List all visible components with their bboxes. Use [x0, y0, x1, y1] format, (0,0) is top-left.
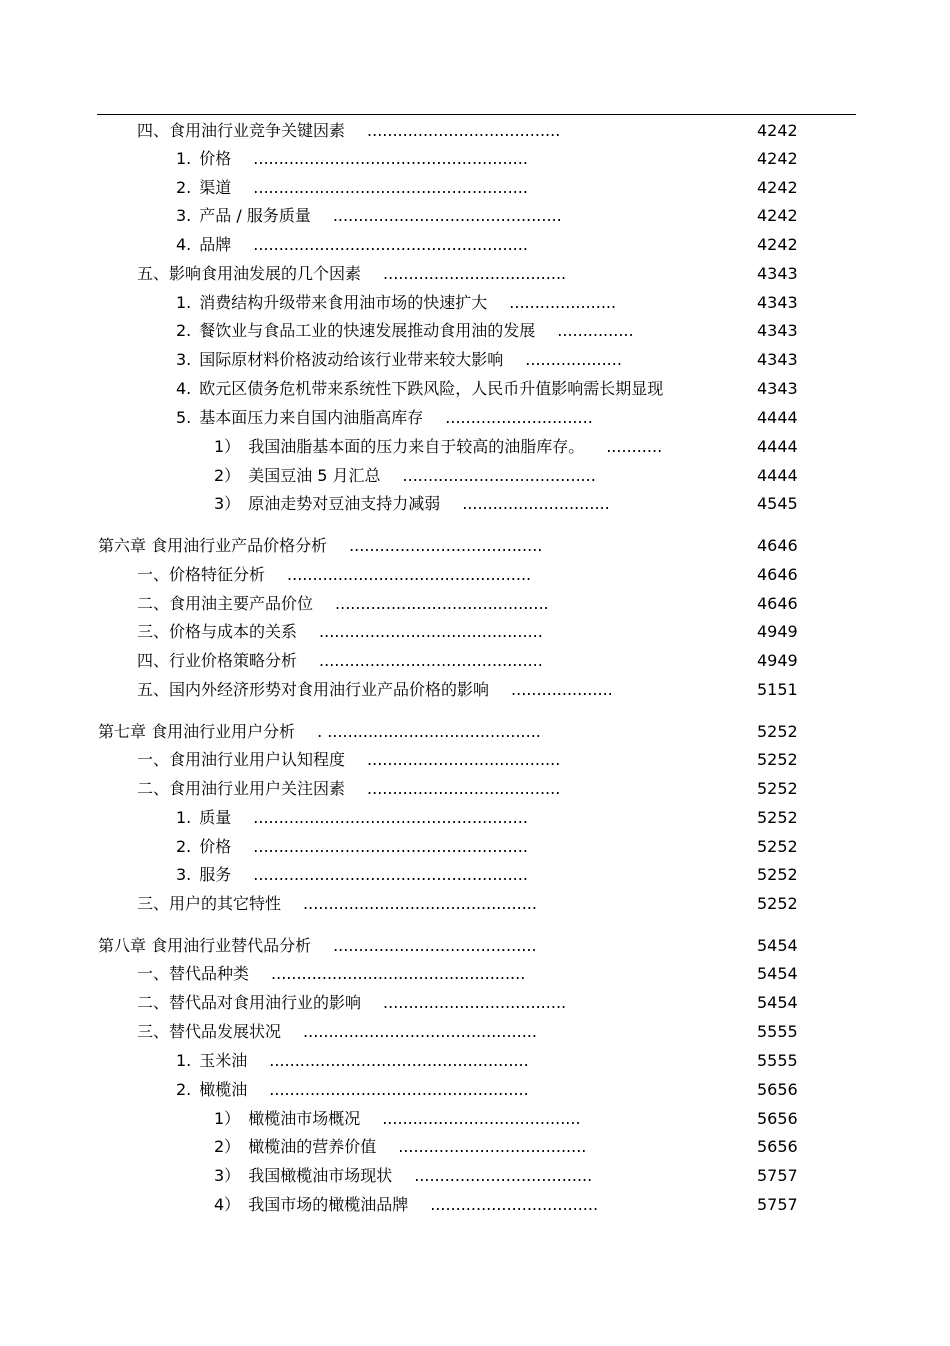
toc-entry-title: 五、影响食用油发展的几个因素: [137, 264, 362, 283]
toc-dot-leader: .....................: [509, 293, 617, 312]
toc-entry: [137, 963, 525, 985]
toc-dot-leader: ......................................................: [253, 178, 528, 197]
toc-entry: [137, 992, 566, 1014]
toc-dot-leader: ............................................: [319, 622, 543, 641]
toc-entry-title: 三、用户的其它特性: [137, 894, 282, 913]
toc-entry-title: 三、价格与成本的关系: [137, 622, 298, 641]
toc-entry-title: 第八章 食用油行业替代品分析: [98, 936, 312, 955]
toc-entry-number: 1.: [176, 149, 192, 168]
toc-page-number: 5252: [757, 722, 798, 741]
toc-entry: [137, 1021, 537, 1043]
toc-page-number: 4343: [757, 350, 798, 369]
toc-page-number: 5656: [757, 1137, 798, 1156]
toc-page-number: 5454: [757, 936, 798, 955]
toc-entry-title: 一、价格特征分析: [137, 565, 266, 584]
toc-page-number: 4242: [757, 121, 798, 140]
toc-entry: [214, 465, 596, 487]
toc-page-number: 5656: [757, 1080, 798, 1099]
toc-entry: [176, 378, 663, 400]
toc-dot-leader: ......................................: [402, 466, 596, 485]
toc-entry: [98, 935, 537, 957]
toc-entry-title: 一、食用油行业用户认知程度: [137, 750, 346, 769]
toc-entry: [137, 893, 537, 915]
toc-dot-leader: ............................................: [319, 651, 543, 670]
toc-entry-title: 我国油脂基本面的压力来自于较高的油脂库存。: [248, 437, 585, 456]
toc-entry-number: 3.: [176, 865, 192, 884]
toc-page-number: 4343: [757, 293, 798, 312]
toc-entry-number: 3）: [214, 494, 241, 513]
toc-page-number: 4242: [757, 149, 798, 168]
toc-entry-number: 2）: [214, 466, 241, 485]
toc-entry-number: 1.: [176, 293, 192, 312]
toc-page-number: 4444: [757, 437, 798, 456]
toc-entry-title: 服务: [199, 865, 232, 884]
toc-page-number: 5252: [757, 779, 798, 798]
toc-entry-title: 二、食用油主要产品价位: [137, 594, 314, 613]
toc-entry-number: 1.: [176, 1051, 192, 1070]
toc-entry: [98, 721, 541, 743]
toc-entry-title: 二、食用油行业用户关注因素: [137, 779, 346, 798]
toc-page-number: 4646: [757, 536, 798, 555]
toc-page-number: 4646: [757, 594, 798, 613]
toc-entry-title: 餐饮业与食品工业的快速发展推动食用油的发展: [199, 321, 536, 340]
toc-entry: [214, 1136, 586, 1158]
toc-dot-leader: ...................................................: [269, 1051, 529, 1070]
toc-entry-title: 五、国内外经济形势对食用油行业产品价格的影响: [137, 680, 490, 699]
toc-entry: [137, 650, 543, 672]
toc-entry-title: 玉米油: [199, 1051, 248, 1070]
header-rule: [97, 114, 856, 115]
toc-entry: [137, 679, 613, 701]
toc-dot-leader: ..........................................: [335, 594, 549, 613]
toc-page-number: 4242: [757, 178, 798, 197]
toc-entry-title: 四、食用油行业竞争关键因素: [137, 121, 346, 140]
toc-entry-title: 品牌: [199, 235, 232, 254]
toc-entry: [176, 177, 528, 199]
toc-page-number: 5555: [757, 1051, 798, 1070]
toc-page-number: 4949: [757, 622, 798, 641]
toc-entry-title: 基本面压力来自国内油脂高库存: [199, 408, 424, 427]
toc-entry-number: 5.: [176, 408, 192, 427]
toc-page-number: 4343: [757, 321, 798, 340]
toc-entry-number: 3.: [176, 206, 192, 225]
toc-page-number: 4444: [757, 466, 798, 485]
toc-page-number: 4545: [757, 494, 798, 513]
toc-page-number: 5555: [757, 1022, 798, 1041]
toc-entry: [137, 564, 531, 586]
toc-entry-title: 三、替代品发展状况: [137, 1022, 282, 1041]
toc-entry-number: 1）: [214, 1109, 241, 1128]
toc-entry-number: 3.: [176, 350, 192, 369]
toc-entry: [214, 1165, 592, 1187]
toc-entry-title: 渠道: [199, 178, 232, 197]
toc-page-number: 5454: [757, 993, 798, 1012]
toc-dot-leader: ..................................................: [271, 964, 526, 983]
toc-page-number: 5151: [757, 680, 798, 699]
toc-entry: [214, 436, 662, 458]
toc-entry-title: 橄榄油: [199, 1080, 248, 1099]
toc-page-number: 5252: [757, 808, 798, 827]
toc-entry: [176, 292, 616, 314]
toc-entry: [176, 1050, 529, 1072]
toc-dot-leader: ...........: [606, 437, 663, 456]
toc-entry: [176, 148, 528, 170]
toc-page-number: 5252: [757, 750, 798, 769]
toc-entry-title: 美国豆油 5 月汇总: [248, 466, 381, 485]
toc-dot-leader: .....................................: [398, 1137, 587, 1156]
toc-entry-title: 消费结构升级带来食用油市场的快速扩大: [199, 293, 488, 312]
toc-dot-leader: ..............................................: [303, 894, 537, 913]
toc-page-number: 5757: [757, 1195, 798, 1214]
toc-dot-leader: ......................................................: [253, 235, 528, 254]
toc-entry-number: 3）: [214, 1166, 241, 1185]
toc-entry-number: 2.: [176, 1080, 192, 1099]
toc-entry: [176, 407, 593, 429]
toc-entry-title: 原油走势对豆油支持力减弱: [248, 494, 441, 513]
toc-dot-leader: ........................................: [333, 936, 537, 955]
toc-dot-leader: ......................................: [349, 536, 543, 555]
toc-dot-leader: ....................................: [383, 993, 567, 1012]
toc-entry: [176, 1079, 529, 1101]
toc-entry-number: 4.: [176, 235, 192, 254]
toc-page-number: 4646: [757, 565, 798, 584]
toc-entry: [176, 807, 528, 829]
toc-dot-leader: ..............................................: [303, 1022, 537, 1041]
toc-entry-number: 2）: [214, 1137, 241, 1156]
toc-dot-leader: ......................................................: [253, 808, 528, 827]
toc-entry: [137, 749, 560, 771]
toc-page-number: 5454: [757, 964, 798, 983]
toc-dot-leader: ................................................: [287, 565, 532, 584]
toc-entry: [137, 593, 549, 615]
toc-entry: [137, 263, 566, 285]
toc-dot-leader: ...................................: [414, 1166, 593, 1185]
toc-entry: [176, 234, 528, 256]
toc-dot-leader: ....................: [511, 680, 613, 699]
toc-page-number: 4242: [757, 235, 798, 254]
toc-entry: [176, 349, 622, 371]
toc-dot-leader: ......................................: [367, 750, 561, 769]
toc-entry-title: 质量: [199, 808, 232, 827]
toc-entry: [214, 1194, 598, 1216]
toc-entry: [137, 621, 543, 643]
toc-entry: [176, 836, 528, 858]
toc-entry-title: 橄榄油市场概况: [248, 1109, 361, 1128]
toc-entry-number: 1.: [176, 808, 192, 827]
toc-page-number: 4343: [757, 264, 798, 283]
toc-page-number: 5252: [757, 865, 798, 884]
toc-entry-number: 2.: [176, 837, 192, 856]
toc-entry-title: 四、行业价格策略分析: [137, 651, 298, 670]
toc-entry: [214, 493, 610, 515]
toc-page-number: 5252: [757, 894, 798, 913]
toc-entry: [137, 778, 560, 800]
toc-dot-leader: ...................................................: [269, 1080, 529, 1099]
toc-dot-leader: ......................................................: [253, 865, 528, 884]
toc-page-number: 4949: [757, 651, 798, 670]
toc-page-number: 5656: [757, 1109, 798, 1128]
toc-entry: [137, 120, 560, 142]
toc-dot-leader: .............................: [462, 494, 610, 513]
toc-entry-title: 欧元区债务危机带来系统性下跌风险，人民币升值影响需长期显现: [199, 379, 664, 398]
toc-dot-leader: .............................: [445, 408, 593, 427]
toc-entry-title: 橄榄油的营养价值: [248, 1137, 377, 1156]
toc-dot-leader: . ..........................................: [317, 722, 541, 741]
toc-entry-title: 我国橄榄油市场现状: [248, 1166, 393, 1185]
toc-entry-title: 价格: [199, 837, 232, 856]
toc-dot-leader: .................................: [430, 1195, 599, 1214]
toc-entry-number: 4.: [176, 379, 192, 398]
toc-page-number: 4444: [757, 408, 798, 427]
toc-entry-title: 我国市场的橄榄油品牌: [248, 1195, 409, 1214]
toc-page-number: 5252: [757, 837, 798, 856]
toc-entry-title: 产品 / 服务质量: [199, 206, 311, 225]
toc-entry: [214, 1108, 581, 1130]
toc-dot-leader: ......................................: [367, 779, 561, 798]
toc-entry-title: 二、替代品对食用油行业的影响: [137, 993, 362, 1012]
toc-entry-number: 4）: [214, 1195, 241, 1214]
toc-entry-title: 第七章 食用油行业用户分析: [98, 722, 296, 741]
toc-entry-title: 价格: [199, 149, 232, 168]
toc-entry: [176, 864, 528, 886]
toc-entry-number: 2.: [176, 178, 192, 197]
toc-page-number: 5757: [757, 1166, 798, 1185]
toc-dot-leader: ...................: [525, 350, 622, 369]
toc-entry-title: 国际原材料价格波动给该行业带来较大影响: [199, 350, 504, 369]
toc-page-number: 4343: [757, 379, 798, 398]
toc-dot-leader: ......................................................: [253, 149, 528, 168]
toc-entry-title: 第六章 食用油行业产品价格分析: [98, 536, 328, 555]
toc-entry-title: 一、替代品种类: [137, 964, 250, 983]
toc-page-number: 4242: [757, 206, 798, 225]
toc-dot-leader: ....................................: [383, 264, 567, 283]
toc-entry-number: 1）: [214, 437, 241, 456]
toc-dot-leader: .............................................: [332, 206, 562, 225]
toc-dot-leader: .......................................: [382, 1109, 581, 1128]
toc-dot-leader: ......................................: [367, 121, 561, 140]
toc-entry-number: 2.: [176, 321, 192, 340]
toc-dot-leader: ......................................................: [253, 837, 528, 856]
toc-dot-leader: ...............: [557, 321, 634, 340]
toc-entry: [98, 535, 542, 557]
toc-entry: [176, 205, 562, 227]
toc-entry: [176, 320, 634, 342]
